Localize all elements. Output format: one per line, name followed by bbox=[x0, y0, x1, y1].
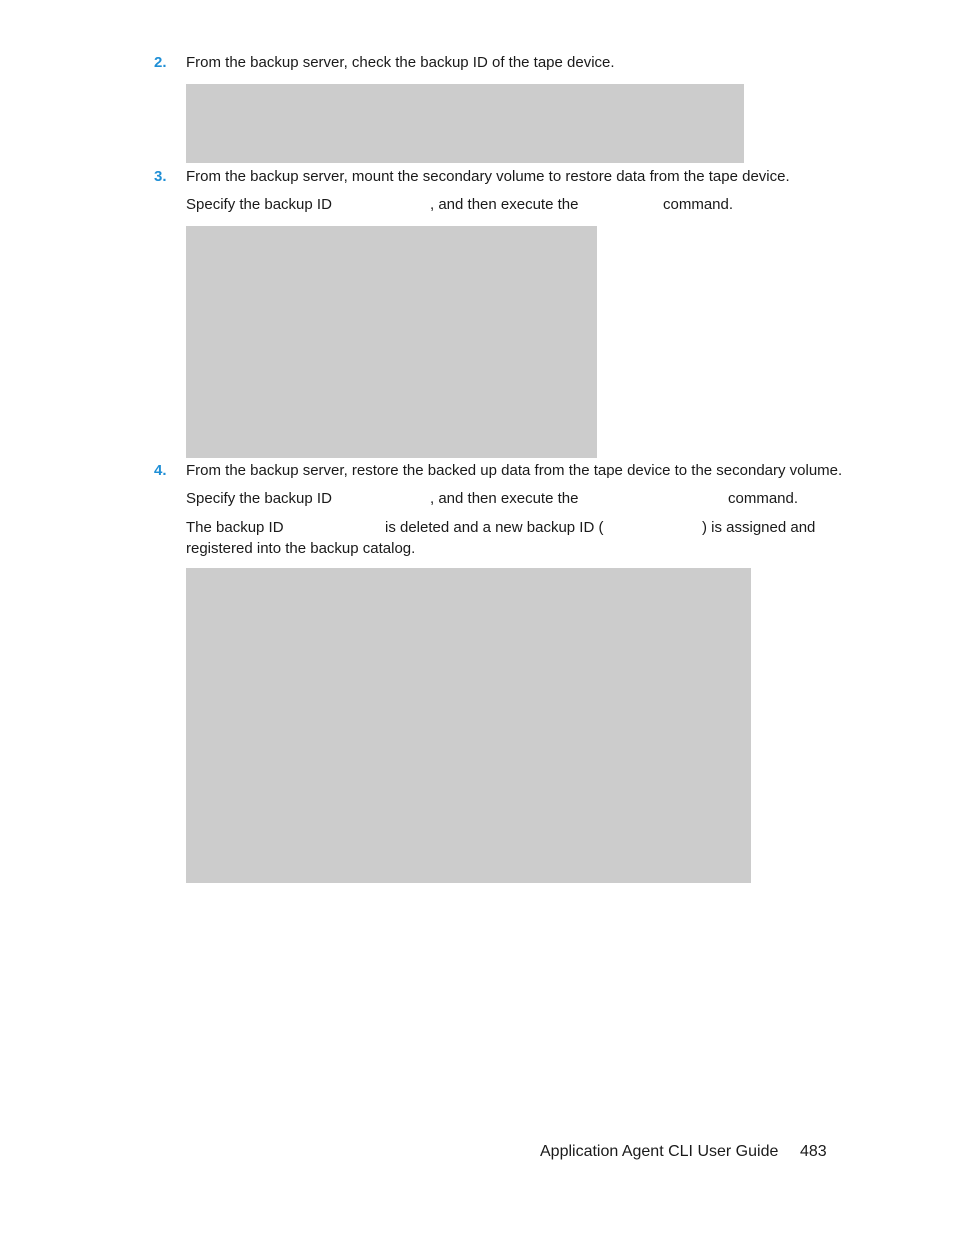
step-4-text: From the backup server, restore the backed up data from the tape device to the secondary volume. bbox=[186, 462, 843, 479]
code-block-check-backup-id bbox=[186, 84, 744, 163]
page-number: 483 bbox=[800, 1143, 827, 1160]
step-3-command-text: command. bbox=[663, 196, 734, 213]
step-4-execute-text: , and then execute the bbox=[430, 490, 579, 507]
step-3-specify-text: Specify the backup ID bbox=[186, 196, 332, 213]
step-4-command-text: command. bbox=[728, 490, 799, 507]
footer-guide-title: Application Agent CLI User Guide bbox=[540, 1143, 779, 1160]
step-4-specify-text: Specify the backup ID bbox=[186, 490, 332, 507]
step-4-note-deleted: is deleted and a new backup ID ( bbox=[385, 519, 604, 536]
step-number-2: 2. bbox=[154, 54, 167, 71]
step-number-3: 3. bbox=[154, 168, 167, 185]
step-4-note-assigned: ) is assigned and bbox=[702, 519, 816, 536]
step-number-4: 4. bbox=[154, 462, 167, 479]
step-4-note-backup-id: The backup ID bbox=[186, 519, 284, 536]
code-block-mount-secondary-volume bbox=[186, 226, 597, 458]
step-3-text: From the backup server, mount the secondary volume to restore data from the tape device. bbox=[186, 168, 790, 185]
step-3-execute-text: , and then execute the bbox=[430, 196, 579, 213]
step-2-text: From the backup server, check the backup ID of the tape device. bbox=[186, 54, 615, 71]
code-block-restore-data bbox=[186, 568, 751, 883]
step-4-note-registered: registered into the backup catalog. bbox=[186, 540, 416, 557]
